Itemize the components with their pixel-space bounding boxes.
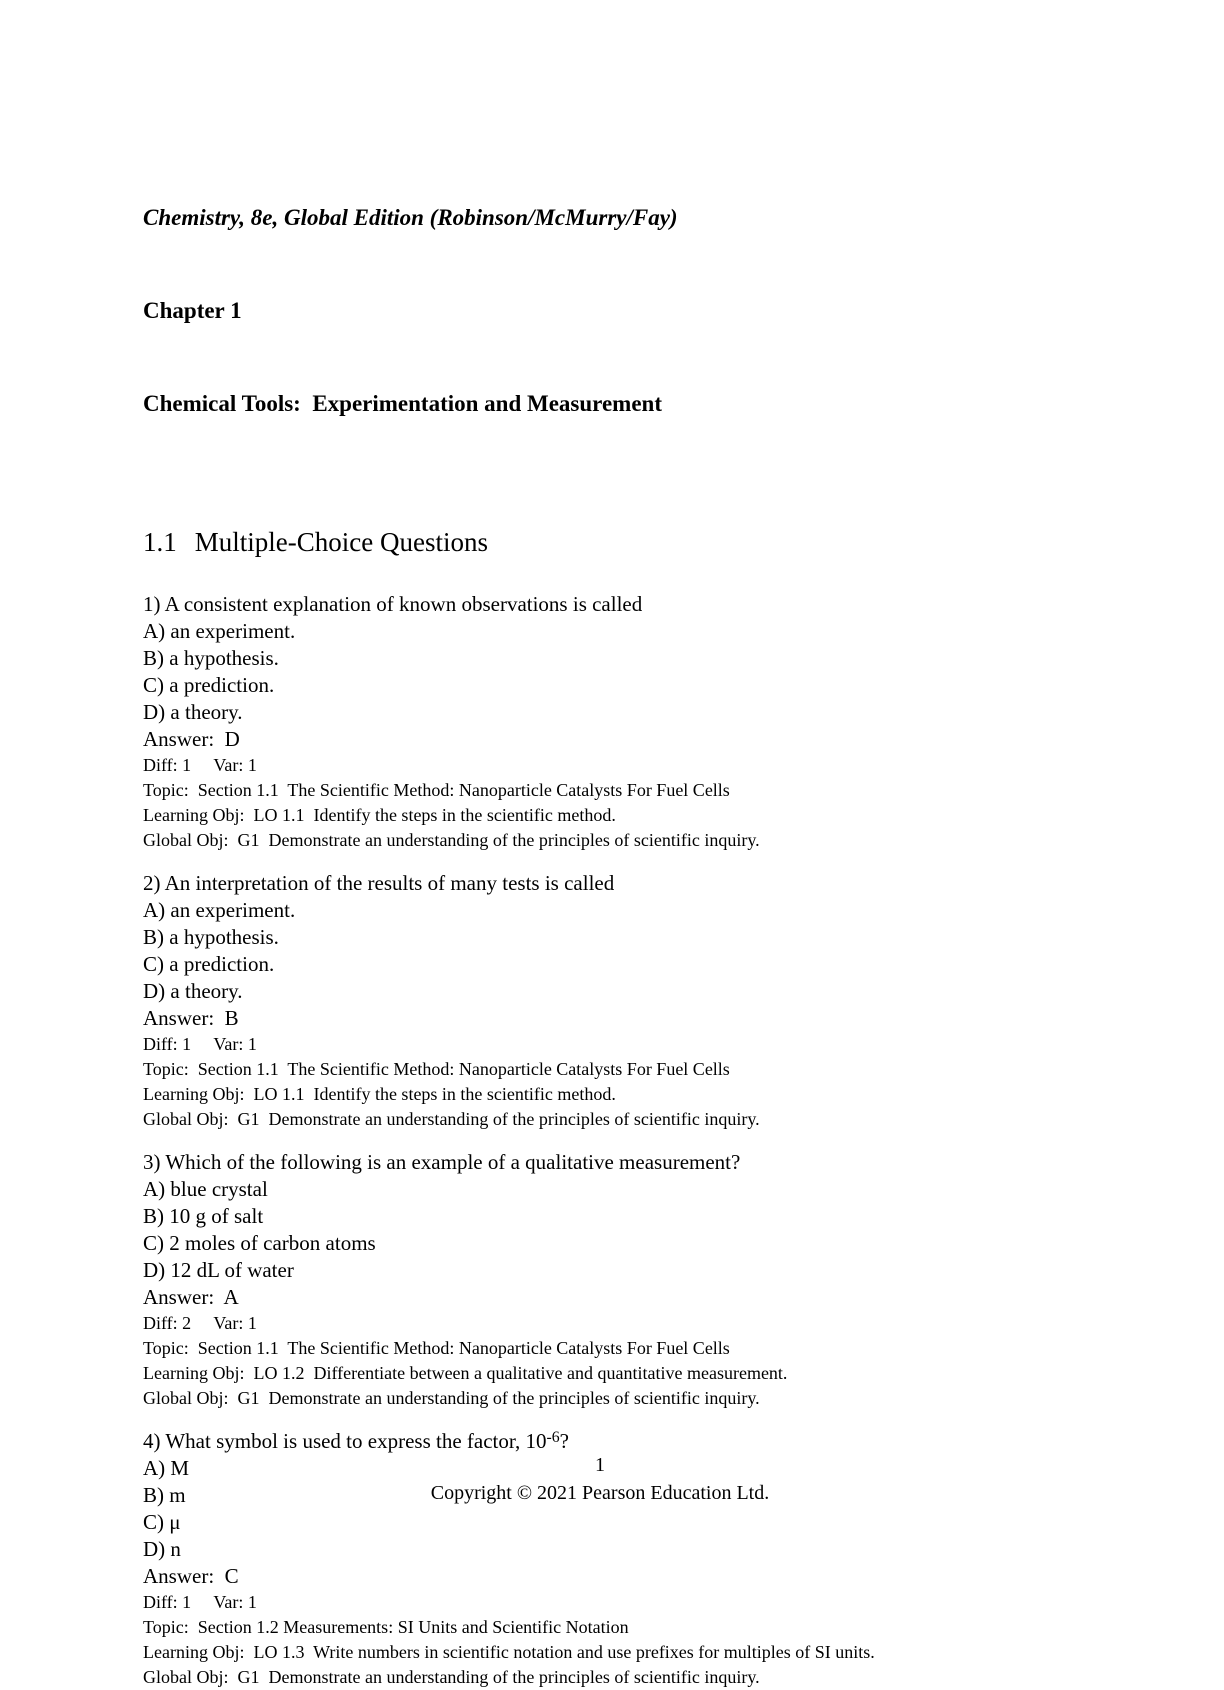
answer-line: Answer: B	[143, 1006, 239, 1030]
choice-a: A) blue crystal	[143, 1177, 268, 1201]
diff-var-line: Diff: 1 Var: 1	[143, 1034, 257, 1054]
choice-b: B) m	[143, 1483, 186, 1507]
choice-c: C) a prediction.	[143, 952, 275, 976]
topic-line: Topic: Section 1.2 Measurements: SI Units and Scientific Notation	[143, 1617, 629, 1637]
diff-var-line: Diff: 1 Var: 1	[143, 755, 257, 775]
choice-b: B) 10 g of salt	[143, 1204, 264, 1228]
choice-d: D) 12 dL of water	[143, 1258, 294, 1282]
answer-line: Answer: C	[143, 1564, 239, 1588]
choice-d: D) a theory.	[143, 700, 243, 724]
answer-line: Answer: D	[143, 727, 240, 751]
question-block-2	[143, 870, 1093, 1132]
chapter-title: Chemical Tools: Experimentation and Measurement	[143, 391, 662, 416]
answer-line: Answer: A	[143, 1285, 239, 1309]
diff-var-line: Diff: 2 Var: 1	[143, 1313, 257, 1333]
section-title: Multiple-Choice Questions	[194, 527, 488, 557]
choice-c: C) a prediction.	[143, 673, 275, 697]
copyright-notice: Copyright © 2021 Pearson Education Ltd.	[430, 1482, 770, 1504]
learning-obj-line: Learning Obj: LO 1.3 Write numbers in scientific notation and use prefixes for multiples of SI units.	[143, 1642, 875, 1662]
chapter-number: Chapter 1	[143, 298, 242, 323]
topic-line: Topic: Section 1.1 The Scientific Method: Nanoparticle Catalysts For Fuel Cells	[143, 1338, 730, 1358]
choice-b: B) a hypothesis.	[143, 646, 279, 670]
global-obj-line: Global Obj: G1 Demonstrate an understanding of the principles of scientific inquiry.	[143, 1667, 760, 1687]
section-number: 1.1	[143, 527, 177, 557]
question-stem: 1) A consistent explanation of known observations is called	[143, 592, 643, 616]
question-stem: 2) An interpretation of the results of many tests is called	[143, 871, 615, 895]
topic-line: Topic: Section 1.1 The Scientific Method: Nanoparticle Catalysts For Fuel Cells	[143, 780, 730, 800]
document-header	[143, 140, 1093, 481]
page-number: 1	[595, 1454, 605, 1476]
book-title: Chemistry, 8e, Global Edition (Robinson/McMurry/Fay)	[143, 205, 678, 230]
global-obj-line: Global Obj: G1 Demonstrate an understanding of the principles of scientific inquiry.	[143, 1109, 760, 1129]
topic-line: Topic: Section 1.1 The Scientific Method: Nanoparticle Catalysts For Fuel Cells	[143, 1059, 730, 1079]
question-block-3	[143, 1149, 1093, 1411]
choice-d: D) n	[143, 1537, 181, 1561]
stem-superscript-exponent: -6	[546, 1429, 560, 1446]
choice-a: A) M	[143, 1456, 190, 1480]
learning-obj-line: Learning Obj: LO 1.2 Differentiate between a qualitative and quantitative measurement.	[143, 1363, 788, 1383]
stem-text: 4) What symbol is used to express the factor, 10	[143, 1429, 547, 1453]
choice-a: A) an experiment.	[143, 619, 296, 643]
question-stem	[143, 1428, 1093, 1455]
global-obj-line: Global Obj: G1 Demonstrate an understanding of the principles of scientific inquiry.	[143, 830, 760, 850]
choice-b: B) a hypothesis.	[143, 925, 279, 949]
choice-c: C) 2 moles of carbon atoms	[143, 1231, 376, 1255]
learning-obj-line: Learning Obj: LO 1.1 Identify the steps in the scientific method.	[143, 1084, 616, 1104]
choice-a: A) an experiment.	[143, 898, 296, 922]
learning-obj-line: Learning Obj: LO 1.1 Identify the steps in the scientific method.	[143, 805, 616, 825]
section-heading	[143, 526, 1093, 558]
question-block-1	[143, 591, 1093, 853]
global-obj-line: Global Obj: G1 Demonstrate an understanding of the principles of scientific inquiry.	[143, 1388, 760, 1408]
question-stem: 3) Which of the following is an example of a qualitative measurement?	[143, 1150, 741, 1174]
stem-text-end: ?	[559, 1429, 569, 1453]
choice-c: C) μ	[143, 1510, 181, 1534]
diff-var-line: Diff: 1 Var: 1	[143, 1592, 257, 1612]
choice-d: D) a theory.	[143, 979, 243, 1003]
